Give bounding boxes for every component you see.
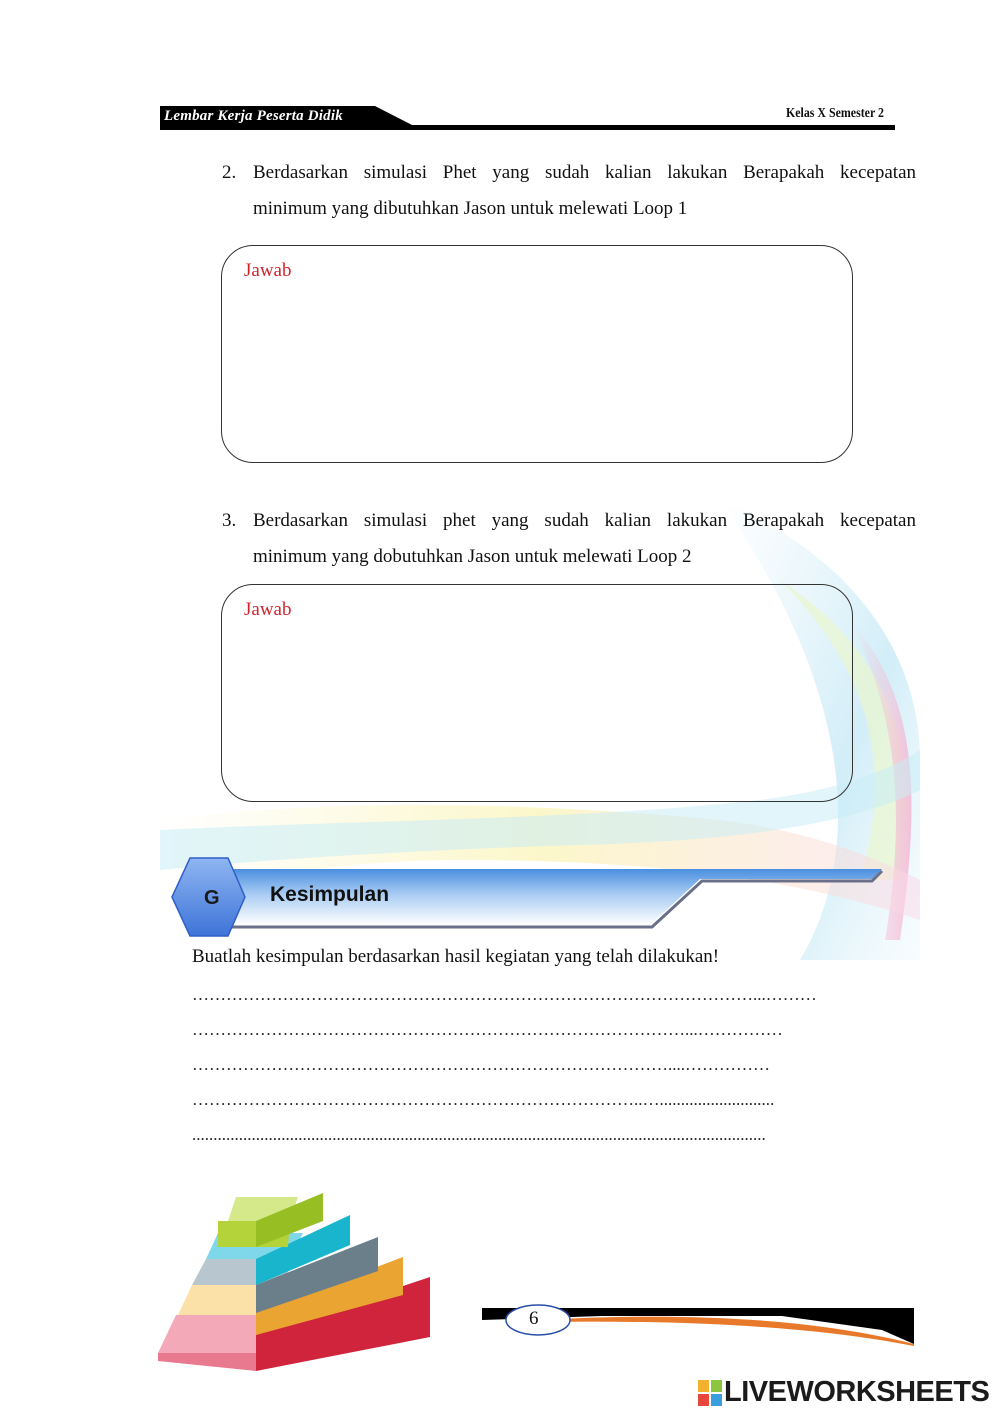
section-letter: G bbox=[204, 887, 220, 909]
header-class-label: Kelas X Semester 2 bbox=[786, 106, 884, 121]
answer-label: Jawab bbox=[244, 260, 292, 281]
question-text-line2: minimum yang dibutuhkan Jason untuk melewati Loop 1 bbox=[253, 198, 688, 219]
answer-line[interactable]: ………………………………………………………………………………………...……… bbox=[192, 985, 817, 1004]
answer-line[interactable]: ....................................................................................................................................... bbox=[192, 1125, 766, 1144]
answer-line[interactable]: ……………………………………………………………………..…........................... bbox=[192, 1090, 775, 1109]
question-2 bbox=[222, 155, 916, 227]
answer-label: Jawab bbox=[244, 599, 292, 620]
liveworksheets-icon bbox=[698, 1380, 722, 1406]
answer-box-3[interactable] bbox=[221, 584, 853, 802]
question-text-line1: Berdasarkan simulasi phet yang sudah kalian lakukan Berapakah kecepatan bbox=[253, 510, 916, 531]
liveworksheets-logo-text: LIVEWORKSHEETS bbox=[724, 1376, 990, 1408]
question-text-line1: Berdasarkan simulasi Phet yang sudah kalian lakukan Berapakah kecepatan bbox=[253, 162, 916, 183]
question-3 bbox=[222, 503, 916, 575]
header-rule bbox=[160, 125, 895, 130]
conclusion-instruction: Buatlah kesimpulan berdasarkan hasil kegiatan yang telah dilakukan! bbox=[192, 946, 720, 967]
section-title: Kesimpulan bbox=[270, 883, 390, 906]
pyramid-graphic bbox=[158, 1185, 438, 1375]
header-title: Lembar Kerja Peserta Didik bbox=[164, 108, 343, 124]
answer-line[interactable]: ……………………………………………………………………………...…………… bbox=[192, 1020, 783, 1039]
answer-line[interactable]: …………………………………………………………………………....…………… bbox=[192, 1055, 770, 1074]
question-number: 2. bbox=[222, 162, 237, 183]
answer-box-2[interactable] bbox=[221, 245, 853, 463]
question-number: 3. bbox=[222, 510, 237, 531]
question-text-line2: minimum yang dobutuhkan Jason untuk melewati Loop 2 bbox=[253, 546, 692, 567]
page-number: 6 bbox=[529, 1308, 539, 1329]
footer-swoosh bbox=[482, 1300, 914, 1350]
